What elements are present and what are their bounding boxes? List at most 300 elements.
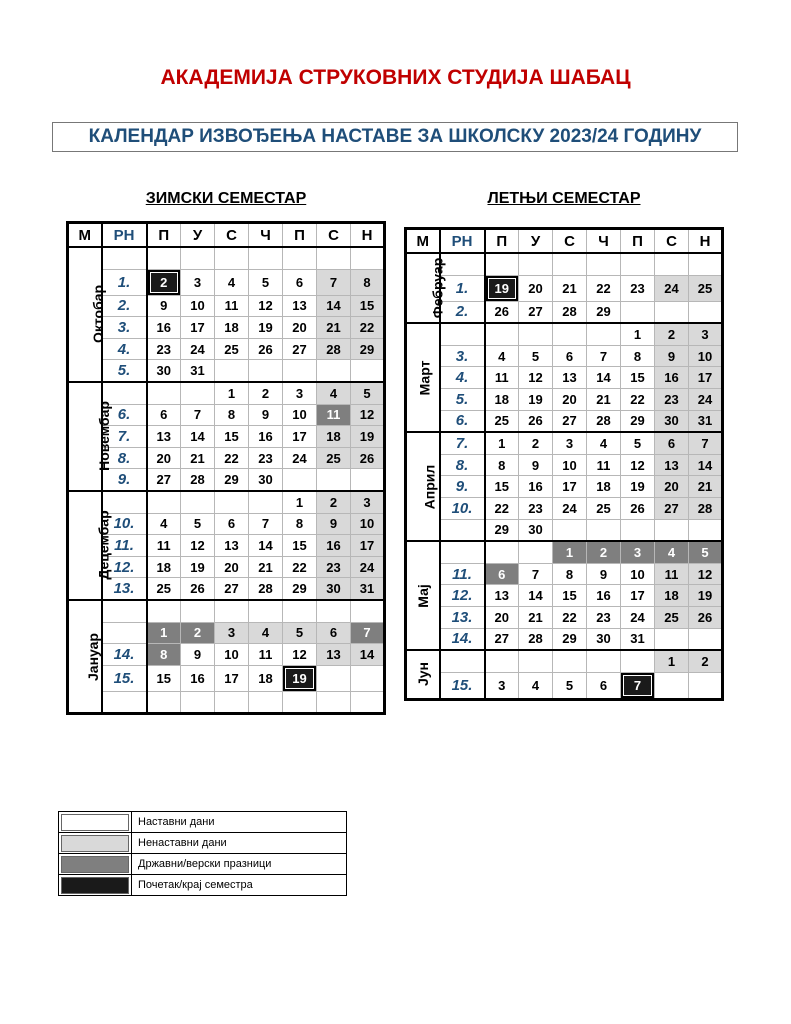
day-cell: 6 xyxy=(587,672,621,699)
week-row xyxy=(68,600,385,622)
empty-cell xyxy=(621,253,655,275)
day-cell: 3 xyxy=(351,491,385,513)
month-name: Фебруар xyxy=(429,257,446,319)
legend-item xyxy=(59,833,347,854)
day-cell: 27 xyxy=(553,410,587,432)
week-number: 11. xyxy=(440,563,485,585)
header-day: П xyxy=(485,229,519,254)
day-cell: 18 xyxy=(655,585,689,607)
week-row xyxy=(406,410,723,432)
day-cell: 8 xyxy=(351,269,385,295)
day-cell: 27 xyxy=(147,469,181,491)
day-cell: 19 xyxy=(351,426,385,448)
day-cell: 9 xyxy=(655,345,689,367)
empty-cell xyxy=(249,491,283,513)
empty-cell xyxy=(317,665,351,691)
day-cell: 10 xyxy=(621,563,655,585)
day-cell: 1 xyxy=(215,382,249,404)
day-cell: 20 xyxy=(553,388,587,410)
week-number xyxy=(440,519,485,541)
day-cell: 6 xyxy=(147,404,181,426)
day-cell: 4 xyxy=(519,672,553,699)
day-cell: 19 xyxy=(689,585,723,607)
week-row xyxy=(68,382,385,404)
header-day: П xyxy=(621,229,655,254)
legend-label: Почетак/крај семестра xyxy=(132,875,347,896)
day-cell: 31 xyxy=(181,360,215,382)
semester-boundary-marker: 19 xyxy=(285,668,314,689)
week-row xyxy=(68,535,385,557)
empty-cell xyxy=(689,301,723,323)
day-cell: 5 xyxy=(283,622,317,644)
header-day: П xyxy=(283,223,317,248)
day-cell: 23 xyxy=(317,556,351,578)
day-cell: 7 xyxy=(249,513,283,535)
day-cell: 15 xyxy=(147,665,181,691)
day-cell: 5 xyxy=(553,672,587,699)
day-cell: 21 xyxy=(587,388,621,410)
day-cell: 18 xyxy=(249,665,283,691)
week-number xyxy=(440,323,485,345)
semester-boundary-marker: 19 xyxy=(488,278,517,299)
week-number xyxy=(102,247,147,269)
week-row xyxy=(406,253,723,275)
header-row xyxy=(406,229,723,254)
day-cell: 26 xyxy=(689,606,723,628)
day-cell: 14 xyxy=(317,295,351,317)
header-day: С xyxy=(317,223,351,248)
header-day: Ч xyxy=(249,223,283,248)
day-cell: 5 xyxy=(519,345,553,367)
day-cell: 31 xyxy=(689,410,723,432)
empty-cell xyxy=(351,360,385,382)
empty-cell xyxy=(147,600,181,622)
week-number: 1. xyxy=(440,275,485,301)
empty-cell xyxy=(215,691,249,714)
day-cell: 9 xyxy=(181,644,215,666)
day-cell: 23 xyxy=(519,497,553,519)
day-cell: 16 xyxy=(181,665,215,691)
day-cell: 27 xyxy=(519,301,553,323)
day-cell: 25 xyxy=(485,410,519,432)
day-cell: 29 xyxy=(553,628,587,650)
day-cell: 22 xyxy=(553,606,587,628)
day-cell: 20 xyxy=(283,317,317,339)
empty-cell xyxy=(689,519,723,541)
day-cell: 2 xyxy=(181,622,215,644)
day-cell: 29 xyxy=(485,519,519,541)
summer-semester-title: ЛЕТЊИ СЕМЕСТАР xyxy=(487,190,641,207)
day-cell: 1 xyxy=(147,622,181,644)
empty-cell xyxy=(249,691,283,714)
week-number: 8. xyxy=(440,454,485,476)
empty-cell xyxy=(283,247,317,269)
day-cell: 27 xyxy=(283,338,317,360)
day-cell: 28 xyxy=(519,628,553,650)
empty-cell xyxy=(317,600,351,622)
week-row xyxy=(406,323,723,345)
day-cell: 2 xyxy=(317,491,351,513)
day-cell: 20 xyxy=(215,556,249,578)
day-cell: 12 xyxy=(181,535,215,557)
day-cell: 25 xyxy=(587,497,621,519)
legend-swatch xyxy=(59,875,132,896)
day-cell: 17 xyxy=(181,317,215,339)
week-number: 15. xyxy=(102,665,147,691)
week-row xyxy=(68,317,385,339)
day-cell: 22 xyxy=(621,388,655,410)
day-cell: 27 xyxy=(655,497,689,519)
empty-cell xyxy=(181,600,215,622)
day-cell: 1 xyxy=(621,323,655,345)
week-number: 14. xyxy=(440,628,485,650)
week-number: 11. xyxy=(102,535,147,557)
week-row xyxy=(68,513,385,535)
semester-boundary-marker: 2 xyxy=(150,272,179,293)
day-cell: 27 xyxy=(215,578,249,600)
day-cell: 8 xyxy=(553,563,587,585)
day-cell: 1 xyxy=(283,491,317,513)
day-cell: 18 xyxy=(587,476,621,498)
day-cell: 23 xyxy=(587,606,621,628)
day-cell: 24 xyxy=(689,388,723,410)
day-cell: 6 xyxy=(215,513,249,535)
day-cell: 20 xyxy=(519,275,553,301)
week-number: 2. xyxy=(440,301,485,323)
day-cell: 30 xyxy=(587,628,621,650)
week-number: 5. xyxy=(102,360,147,382)
week-number xyxy=(440,541,485,563)
day-cell: 11 xyxy=(147,535,181,557)
day-cell: 8 xyxy=(283,513,317,535)
day-cell: 20 xyxy=(147,447,181,469)
empty-cell xyxy=(519,323,553,345)
week-row xyxy=(406,628,723,650)
week-number: 4. xyxy=(440,367,485,389)
header-day: У xyxy=(519,229,553,254)
empty-cell xyxy=(249,360,283,382)
header-week-number: РН xyxy=(102,223,147,248)
empty-cell xyxy=(147,491,181,513)
day-cell: 4 xyxy=(587,432,621,454)
day-cell: 7 xyxy=(689,432,723,454)
empty-cell xyxy=(215,491,249,513)
day-cell: 4 xyxy=(215,269,249,295)
empty-cell xyxy=(655,519,689,541)
empty-cell xyxy=(655,628,689,650)
empty-cell xyxy=(351,691,385,714)
day-cell: 11 xyxy=(485,367,519,389)
empty-cell xyxy=(519,650,553,672)
week-row xyxy=(406,497,723,519)
day-cell: 26 xyxy=(519,410,553,432)
day-cell: 30 xyxy=(519,519,553,541)
empty-cell xyxy=(317,247,351,269)
empty-cell xyxy=(181,691,215,714)
header-month: М xyxy=(68,223,102,248)
week-number: 1. xyxy=(102,269,147,295)
day-cell: 29 xyxy=(587,301,621,323)
day-cell: 6 xyxy=(317,622,351,644)
week-number: 12. xyxy=(102,556,147,578)
empty-cell xyxy=(317,469,351,491)
semester-boundary-day xyxy=(283,665,317,691)
day-cell: 7 xyxy=(351,622,385,644)
empty-cell xyxy=(181,382,215,404)
header-day: С xyxy=(553,229,587,254)
day-cell: 23 xyxy=(621,275,655,301)
day-cell: 5 xyxy=(249,269,283,295)
day-cell: 12 xyxy=(621,454,655,476)
day-cell: 16 xyxy=(587,585,621,607)
day-cell: 9 xyxy=(317,513,351,535)
day-cell: 12 xyxy=(283,644,317,666)
day-cell: 17 xyxy=(553,476,587,498)
day-cell: 28 xyxy=(249,578,283,600)
day-cell: 12 xyxy=(519,367,553,389)
winter-semester-title: ЗИМСКИ СЕМЕСТАР xyxy=(145,190,307,207)
week-row xyxy=(68,556,385,578)
week-number xyxy=(102,691,147,714)
day-cell: 17 xyxy=(215,665,249,691)
month-cell xyxy=(406,650,440,699)
empty-cell xyxy=(215,247,249,269)
empty-cell xyxy=(485,650,519,672)
week-row xyxy=(68,404,385,426)
day-cell: 23 xyxy=(249,447,283,469)
legend-label: Државни/верски празници xyxy=(132,854,347,875)
semester-boundary-day xyxy=(147,269,181,295)
header-week-number: РН xyxy=(440,229,485,254)
legend-swatch xyxy=(59,812,132,833)
week-row xyxy=(406,672,723,699)
empty-cell xyxy=(553,650,587,672)
day-cell: 17 xyxy=(621,585,655,607)
empty-cell xyxy=(351,469,385,491)
header-day: Ч xyxy=(587,229,621,254)
header-day: Н xyxy=(351,223,385,248)
week-number: 6. xyxy=(440,410,485,432)
week-row xyxy=(68,469,385,491)
day-cell: 6 xyxy=(553,345,587,367)
header-day: У xyxy=(181,223,215,248)
empty-cell xyxy=(147,382,181,404)
month-cell xyxy=(406,541,440,650)
day-cell: 3 xyxy=(689,323,723,345)
week-number: 9. xyxy=(440,476,485,498)
empty-cell xyxy=(689,253,723,275)
day-cell: 10 xyxy=(689,345,723,367)
day-cell: 22 xyxy=(215,447,249,469)
empty-cell xyxy=(317,360,351,382)
day-cell: 10 xyxy=(553,454,587,476)
day-cell: 18 xyxy=(147,556,181,578)
week-row xyxy=(406,432,723,454)
day-cell: 9 xyxy=(519,454,553,476)
week-number: 13. xyxy=(440,606,485,628)
empty-cell xyxy=(283,691,317,714)
day-cell: 15 xyxy=(351,295,385,317)
day-cell: 9 xyxy=(147,295,181,317)
day-cell: 26 xyxy=(249,338,283,360)
day-cell: 30 xyxy=(147,360,181,382)
week-row xyxy=(68,644,385,666)
day-cell: 25 xyxy=(689,275,723,301)
month-cell xyxy=(68,247,107,382)
legend-swatch xyxy=(59,854,132,875)
day-cell: 11 xyxy=(249,644,283,666)
day-cell: 17 xyxy=(351,535,385,557)
empty-cell xyxy=(351,665,385,691)
week-number: 9. xyxy=(102,469,147,491)
week-number: 4. xyxy=(102,338,147,360)
day-cell: 21 xyxy=(249,556,283,578)
week-number: 3. xyxy=(102,317,147,339)
day-cell: 11 xyxy=(215,295,249,317)
legend-item xyxy=(59,875,347,896)
page-title: АКАДЕМИЈА СТРУКОВНИХ СТУДИЈА ШАБАЦ xyxy=(160,66,631,89)
day-cell: 24 xyxy=(621,606,655,628)
month-cell xyxy=(406,432,440,541)
week-row xyxy=(406,650,723,672)
day-cell: 28 xyxy=(587,410,621,432)
day-cell: 1 xyxy=(655,650,689,672)
day-cell: 8 xyxy=(485,454,519,476)
week-row xyxy=(68,691,385,714)
empty-cell xyxy=(655,301,689,323)
week-number: 10. xyxy=(440,497,485,519)
day-cell: 19 xyxy=(621,476,655,498)
day-cell: 4 xyxy=(249,622,283,644)
day-cell: 30 xyxy=(655,410,689,432)
day-cell: 16 xyxy=(249,426,283,448)
week-number xyxy=(440,650,485,672)
day-cell: 16 xyxy=(655,367,689,389)
day-cell: 11 xyxy=(655,563,689,585)
day-cell: 12 xyxy=(689,563,723,585)
day-cell: 6 xyxy=(283,269,317,295)
legend-swatch xyxy=(59,833,132,854)
empty-cell xyxy=(553,323,587,345)
empty-cell xyxy=(519,541,553,563)
header-month: М xyxy=(406,229,440,254)
week-number: 2. xyxy=(102,295,147,317)
empty-cell xyxy=(519,253,553,275)
day-cell: 14 xyxy=(351,644,385,666)
week-row xyxy=(406,367,723,389)
summer-calendar-table xyxy=(404,227,724,701)
day-cell: 2 xyxy=(689,650,723,672)
legend-label: Ненаставни дани xyxy=(132,833,347,854)
empty-cell xyxy=(215,600,249,622)
header-day: С xyxy=(655,229,689,254)
day-cell: 10 xyxy=(351,513,385,535)
day-cell: 10 xyxy=(181,295,215,317)
day-cell: 8 xyxy=(215,404,249,426)
day-cell: 24 xyxy=(283,447,317,469)
day-cell: 10 xyxy=(283,404,317,426)
day-cell: 18 xyxy=(317,426,351,448)
header-day: Н xyxy=(689,229,723,254)
day-cell: 16 xyxy=(519,476,553,498)
day-cell: 14 xyxy=(249,535,283,557)
month-name: Новембар xyxy=(95,401,112,472)
day-cell: 13 xyxy=(553,367,587,389)
empty-cell xyxy=(283,360,317,382)
day-cell: 15 xyxy=(621,367,655,389)
week-row xyxy=(68,338,385,360)
header-day: С xyxy=(215,223,249,248)
day-cell: 14 xyxy=(519,585,553,607)
week-row xyxy=(406,541,723,563)
day-cell: 28 xyxy=(181,469,215,491)
day-cell: 9 xyxy=(587,563,621,585)
day-cell: 25 xyxy=(655,606,689,628)
day-cell: 24 xyxy=(351,556,385,578)
empty-cell xyxy=(553,519,587,541)
empty-cell xyxy=(689,628,723,650)
day-cell: 19 xyxy=(249,317,283,339)
week-number: 8. xyxy=(102,447,147,469)
day-cell: 28 xyxy=(689,497,723,519)
day-cell: 22 xyxy=(283,556,317,578)
day-cell: 14 xyxy=(587,367,621,389)
semester-boundary-day xyxy=(485,275,519,301)
day-cell: 7 xyxy=(587,345,621,367)
week-row xyxy=(68,491,385,513)
week-number: 10. xyxy=(102,513,147,535)
day-cell: 9 xyxy=(249,404,283,426)
day-cell: 23 xyxy=(655,388,689,410)
day-cell: 7 xyxy=(519,563,553,585)
day-cell: 20 xyxy=(485,606,519,628)
week-number: 3. xyxy=(440,345,485,367)
week-row xyxy=(68,622,385,644)
day-cell: 2 xyxy=(587,541,621,563)
month-name: Април xyxy=(421,464,438,509)
month-cell xyxy=(406,323,440,432)
empty-cell xyxy=(485,253,519,275)
empty-cell xyxy=(249,247,283,269)
day-cell: 3 xyxy=(621,541,655,563)
day-cell: 22 xyxy=(351,317,385,339)
week-number xyxy=(102,600,147,622)
day-cell: 5 xyxy=(689,541,723,563)
day-cell: 3 xyxy=(215,622,249,644)
day-cell: 13 xyxy=(283,295,317,317)
week-row xyxy=(406,476,723,498)
day-cell: 19 xyxy=(519,388,553,410)
month-cell xyxy=(68,491,112,600)
month-name: Мај xyxy=(414,583,431,608)
empty-cell xyxy=(351,247,385,269)
day-cell: 19 xyxy=(181,556,215,578)
week-number: 14. xyxy=(102,644,147,666)
month-cell xyxy=(68,382,112,491)
empty-cell xyxy=(621,519,655,541)
day-cell: 29 xyxy=(351,338,385,360)
empty-cell xyxy=(553,253,587,275)
day-cell: 7 xyxy=(317,269,351,295)
day-cell: 12 xyxy=(351,404,385,426)
week-number: 7. xyxy=(440,432,485,454)
day-cell: 12 xyxy=(249,295,283,317)
day-cell: 3 xyxy=(485,672,519,699)
empty-cell xyxy=(587,253,621,275)
week-number: 5. xyxy=(440,388,485,410)
day-cell: 26 xyxy=(351,447,385,469)
week-number: 12. xyxy=(440,585,485,607)
